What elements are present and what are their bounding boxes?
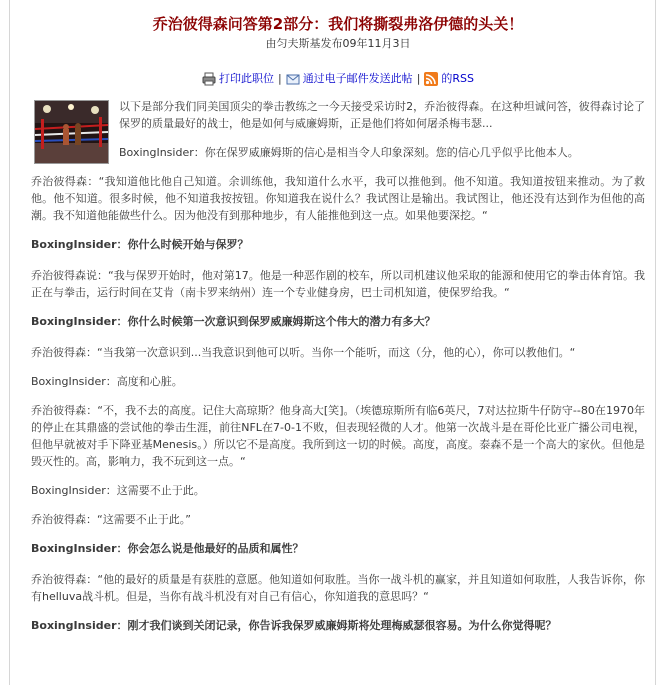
rss-icon[interactable]	[424, 72, 438, 86]
question-text: BoxingInsider：你会怎么说是他最好的品质和属性？	[31, 542, 304, 555]
printer-icon[interactable]	[202, 72, 216, 86]
article-body	[31, 98, 645, 634]
tools-separator: |	[416, 72, 421, 85]
article-frame	[9, 0, 656, 685]
boxing-ring-image	[34, 100, 109, 164]
paragraph: 乔治彼得森：“不，我不去的高度。记住大高琼斯？他身高大[笑]。（埃德琼斯所有临6英尺，7对达拉斯牛仔防守--80在1970年的停止在其鼎盛的尝试他的拳击生涯，前往NFL在7-0-1不败，但表现轻微的人才。他第一次战斗是在哥伦比亚广播公司电视，但他早就被对手下降亚基Menesis。）所以它不是高度。我所到这一切的时候。高度，高度。泰森不是一个高大的家伙。但他是毁灭性的。高，影响力，我不玩到这一点。“	[31, 404, 645, 468]
intro-paragraph: 以下是部分我们同美国顶尖的拳击教练之一今天接受采访时2，乔治彼得森。在这种坦诚问答，彼得森讨论了保罗的质量最好的战士，他是如何与威廉姆斯，正是他们将如何屠杀梅韦瑟...	[119, 100, 645, 130]
question-text: BoxingInsider：刚才我们谈到关闭记录，你告诉我保罗威廉姆斯将处理梅威瑟很容易。为什么你觉得呢？	[31, 619, 557, 632]
question-text: BoxingInsider：你什么时候第一次意识到保罗威廉姆斯这个伟大的潜力有多大？	[31, 315, 436, 328]
email-icon[interactable]	[286, 72, 300, 86]
paragraph: 乔治彼得森：“这需要不止于此。”	[31, 513, 191, 526]
email-link[interactable]: 通过电子邮件发送此帖	[302, 72, 413, 85]
article-title: 乔治彼得森问答第2部分：我们将撕裂弗洛伊德的头关！	[152, 15, 524, 33]
article-byline: 由匀夫斯基发布09年11月3日	[265, 37, 411, 50]
question-paragraph	[31, 617, 645, 634]
article-tools	[31, 70, 645, 88]
paragraph: BoxingInsider：这需要不止于此。	[31, 484, 205, 497]
paragraph: 乔治彼得森：“我知道他比他自己知道。余训练他，我知道什么水平，我可以推他到。他不知道。我知道按钮来推动。为了救他。他不知道。很多时候，他不知道我按按钮。你知道我在说什么？我试图让是输出。我试图让，他还没有达到作为但他的高潮。我不知道他能做些什么。因为他没有到那种地步，有人能推他到这一点。如果他要深挖。“	[31, 175, 645, 222]
question-text: BoxingInsider：你什么时候开始与保罗？	[31, 238, 249, 251]
paragraph: BoxingInsider：你在保罗威廉姆斯的信心是相当令人印象深刻。您的信心几乎似乎比他本人。	[119, 146, 579, 159]
tools-separator: |	[277, 72, 282, 85]
rss-link[interactable]: 的RSS	[441, 72, 475, 85]
print-link[interactable]: 打印此职位	[218, 72, 274, 85]
paragraph: 乔治彼得森：“他的最好的质量是有获胜的意愿。他知道如何取胜。当你一战斗机的赢家，并且知道如何取胜，人我告诉你，你有helluva战斗机。但是，当你有战斗机没有对自己有信心，你知道我的意思吗？“	[31, 573, 645, 603]
paragraph: BoxingInsider：高度和心脏。	[31, 375, 183, 388]
question-paragraph	[31, 313, 645, 330]
question-paragraph	[31, 540, 645, 557]
paragraph: 乔治彼得森说：“我与保罗开始时，他对第17。他是一种恶作剧的校车，所以司机建议他采取的能源和使用它的拳击体育馆。我正在与拳击，运行时间在艾肯（南卡罗来纳州）连一个专业健身房，巴士司机知道，使保罗给我。“	[31, 269, 645, 299]
paragraph: 乔治彼得森：“当我第一次意识到...当我意识到他可以听。当你一个能听，而这（分，他的心），你可以教他们。“	[31, 346, 576, 359]
question-paragraph	[31, 236, 645, 253]
